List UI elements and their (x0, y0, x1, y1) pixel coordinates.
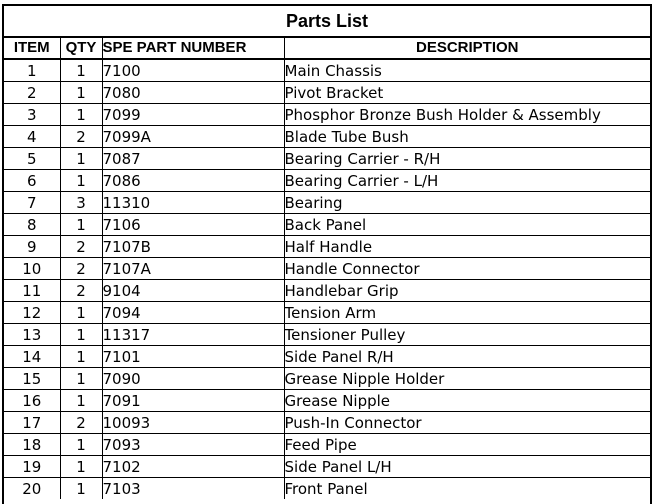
description-cell: Half Handle (284, 236, 650, 258)
item-number-cell: 4 (4, 126, 60, 148)
quantity-cell: 1 (60, 214, 102, 236)
item-number-cell: 14 (4, 346, 60, 368)
item-number-cell: 8 (4, 214, 60, 236)
part-number-cell: 7094 (102, 302, 284, 324)
part-number-cell: 7107A (102, 258, 284, 280)
item-number-cell: 18 (4, 434, 60, 456)
description-cell: Pivot Bracket (284, 82, 650, 104)
part-number-cell: 10093 (102, 412, 284, 434)
description-cell: Main Chassis (284, 59, 650, 82)
item-number-cell: 17 (4, 412, 60, 434)
quantity-cell: 1 (60, 390, 102, 412)
item-number-cell: 7 (4, 192, 60, 214)
description-cell: Bearing (284, 192, 650, 214)
table-row (4, 82, 650, 104)
item-number-cell: 2 (4, 82, 60, 104)
column-header-item: ITEM (4, 38, 60, 59)
description-cell: Front Panel (284, 478, 650, 500)
description-cell: Handle Connector (284, 258, 650, 280)
item-number-cell: 16 (4, 390, 60, 412)
item-number-cell: 12 (4, 302, 60, 324)
table-row (4, 280, 650, 302)
quantity-cell: 1 (60, 456, 102, 478)
part-number-cell: 7101 (102, 346, 284, 368)
part-number-cell: 7099A (102, 126, 284, 148)
table-row (4, 390, 650, 412)
part-number-cell: 7099 (102, 104, 284, 126)
item-number-cell: 10 (4, 258, 60, 280)
quantity-cell: 1 (60, 346, 102, 368)
table-row (4, 59, 650, 82)
quantity-cell: 1 (60, 302, 102, 324)
table-row (4, 214, 650, 236)
description-cell: Grease Nipple (284, 390, 650, 412)
quantity-cell: 1 (60, 478, 102, 500)
description-cell: Back Panel (284, 214, 650, 236)
description-cell: Side Panel L/H (284, 456, 650, 478)
table-row (4, 126, 650, 148)
part-number-cell: 11317 (102, 324, 284, 346)
quantity-cell: 1 (60, 104, 102, 126)
table-row (4, 324, 650, 346)
column-header-qty: QTY (60, 38, 102, 59)
column-header-description: DESCRIPTION (284, 38, 650, 59)
table-row (4, 192, 650, 214)
quantity-cell: 2 (60, 258, 102, 280)
quantity-cell: 3 (60, 192, 102, 214)
parts-list-sheet (2, 4, 652, 504)
parts-list-title: Parts List (4, 6, 650, 38)
quantity-cell: 1 (60, 59, 102, 82)
part-number-cell: 7107B (102, 236, 284, 258)
part-number-cell: 7090 (102, 368, 284, 390)
table-row (4, 148, 650, 170)
part-number-cell: 7093 (102, 434, 284, 456)
quantity-cell: 2 (60, 126, 102, 148)
quantity-cell: 1 (60, 324, 102, 346)
part-number-cell: 7080 (102, 82, 284, 104)
table-header-row (4, 38, 650, 59)
quantity-cell: 2 (60, 412, 102, 434)
quantity-cell: 2 (60, 280, 102, 302)
table-row (4, 434, 650, 456)
item-number-cell: 19 (4, 456, 60, 478)
part-number-cell: 7087 (102, 148, 284, 170)
item-number-cell: 13 (4, 324, 60, 346)
item-number-cell: 15 (4, 368, 60, 390)
item-number-cell: 6 (4, 170, 60, 192)
part-number-cell: 7106 (102, 214, 284, 236)
table-row (4, 478, 650, 500)
part-number-cell: 7103 (102, 478, 284, 500)
quantity-cell: 1 (60, 368, 102, 390)
item-number-cell: 9 (4, 236, 60, 258)
quantity-cell: 1 (60, 82, 102, 104)
part-number-cell: 11310 (102, 192, 284, 214)
parts-table-body (4, 59, 650, 499)
quantity-cell: 1 (60, 148, 102, 170)
part-number-cell: 7086 (102, 170, 284, 192)
description-cell: Push-In Connector (284, 412, 650, 434)
table-row (4, 302, 650, 324)
description-cell: Bearing Carrier - R/H (284, 148, 650, 170)
item-number-cell: 5 (4, 148, 60, 170)
quantity-cell: 1 (60, 434, 102, 456)
part-number-cell: 9104 (102, 280, 284, 302)
parts-table (4, 38, 650, 499)
description-cell: Tensioner Pulley (284, 324, 650, 346)
table-row (4, 104, 650, 126)
quantity-cell: 2 (60, 236, 102, 258)
part-number-cell: 7100 (102, 59, 284, 82)
item-number-cell: 1 (4, 59, 60, 82)
table-row (4, 236, 650, 258)
part-number-cell: 7102 (102, 456, 284, 478)
item-number-cell: 3 (4, 104, 60, 126)
description-cell: Handlebar Grip (284, 280, 650, 302)
description-cell: Phosphor Bronze Bush Holder & Assembly (284, 104, 650, 126)
table-row (4, 368, 650, 390)
item-number-cell: 20 (4, 478, 60, 500)
description-cell: Bearing Carrier - L/H (284, 170, 650, 192)
description-cell: Side Panel R/H (284, 346, 650, 368)
description-cell: Grease Nipple Holder (284, 368, 650, 390)
quantity-cell: 1 (60, 170, 102, 192)
item-number-cell: 11 (4, 280, 60, 302)
description-cell: Feed Pipe (284, 434, 650, 456)
table-row (4, 170, 650, 192)
table-row (4, 258, 650, 280)
table-row (4, 412, 650, 434)
description-cell: Tension Arm (284, 302, 650, 324)
column-header-part-number: SPE PART NUMBER (102, 38, 284, 59)
description-cell: Blade Tube Bush (284, 126, 650, 148)
table-row (4, 456, 650, 478)
table-row (4, 346, 650, 368)
part-number-cell: 7091 (102, 390, 284, 412)
